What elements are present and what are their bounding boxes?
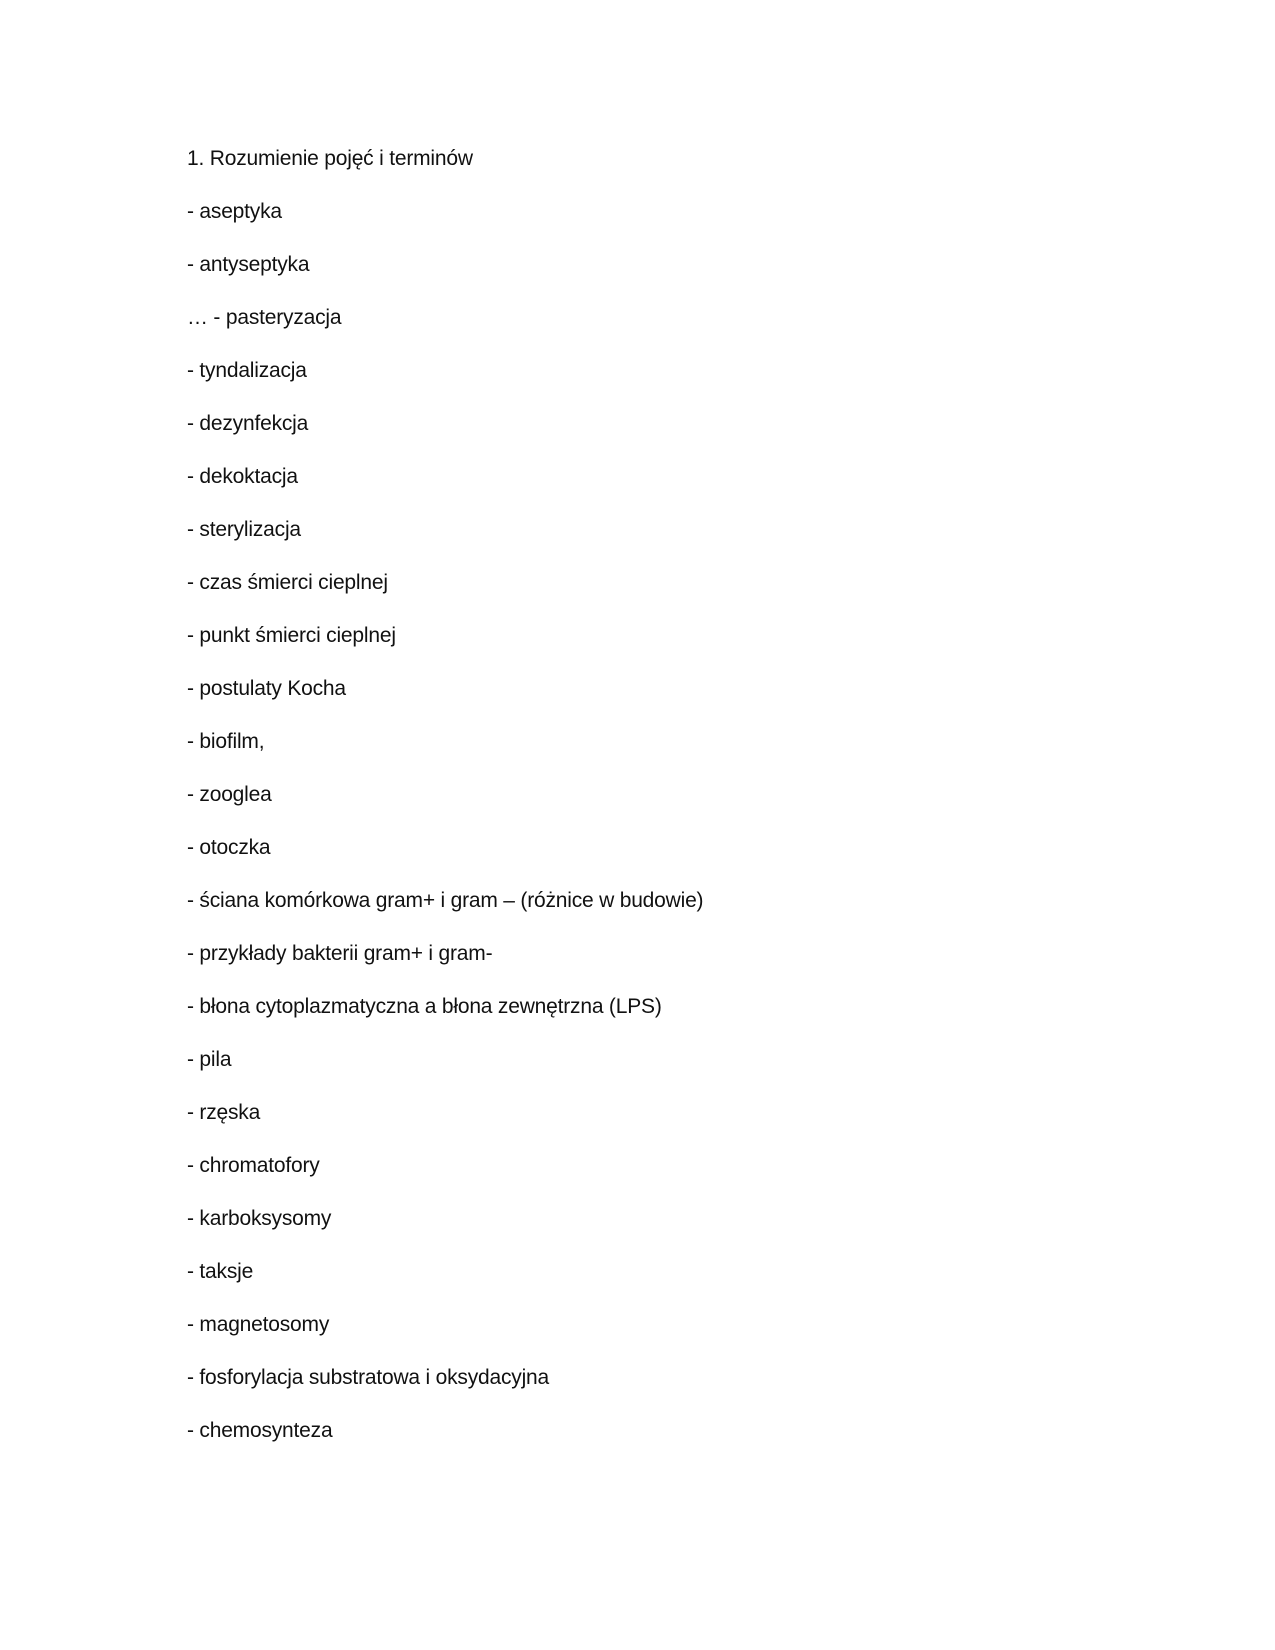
term-item: - otoczka [187,836,271,859]
document-body [187,148,1087,1473]
term-item: - punkt śmierci cieplnej [187,624,396,647]
term-item: - postulaty Kocha [187,677,346,700]
term-item: - taksje [187,1260,254,1283]
term-item: - antyseptyka [187,253,310,276]
term-item: - chemosynteza [187,1419,333,1442]
term-item: - aseptyka [187,200,282,223]
term-item: - fosforylacja substratowa i oksydacyjna [187,1366,549,1389]
term-item: - błona cytoplazmatyczna a błona zewnętrzna (LPS) [187,995,662,1018]
term-list [187,201,1087,1473]
term-item: - zooglea [187,783,272,806]
term-item: - dezynfekcja [187,412,309,435]
term-item: - pila [187,1048,232,1071]
term-item: - ściana komórkowa gram+ i gram – (różnice w budowie) [187,889,704,912]
section-heading: 1. Rozumienie pojęć i terminów [187,147,473,170]
term-item: - karboksysomy [187,1207,332,1230]
term-item: - biofilm, [187,730,265,753]
term-item: - magnetosomy [187,1313,330,1336]
term-item: - dekoktacja [187,465,298,488]
term-item: - przykłady bakterii gram+ i gram- [187,942,493,965]
term-item: - chromatofory [187,1154,320,1177]
term-item: - rzęska [187,1101,261,1124]
term-item: … - pasteryzacja [187,306,342,329]
term-item: - czas śmierci cieplnej [187,571,388,594]
term-item: - sterylizacja [187,518,301,541]
term-item: - tyndalizacja [187,359,307,382]
